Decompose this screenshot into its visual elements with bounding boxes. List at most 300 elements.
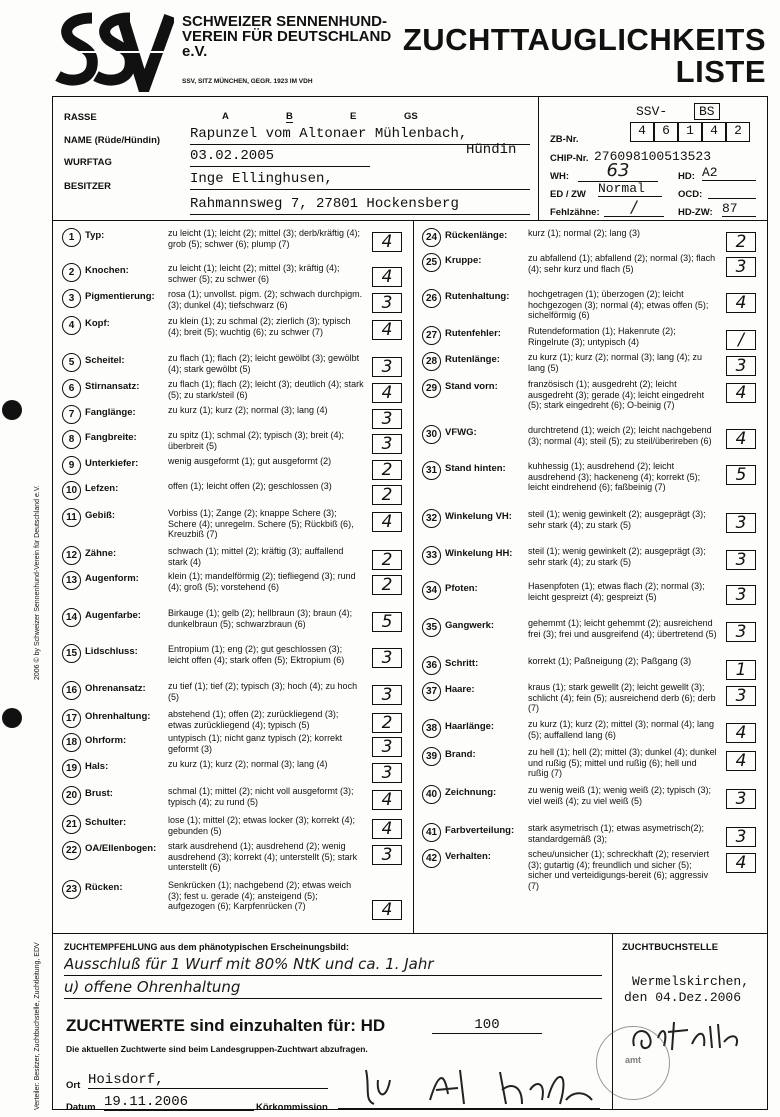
criterion-label: Stirnansatz: xyxy=(85,381,140,392)
criterion-label: Stand vorn: xyxy=(445,381,498,392)
criterion-name xyxy=(62,481,182,500)
criterion-options: scheu/unsicher (1); schreckhaft (2); reserviert (3); gutartig (4); freundlich und sicher (5); sicher und verteidigungs-bereit (6); aggressiv (7) xyxy=(528,849,710,891)
criterion-score[interactable]: 4 xyxy=(726,723,756,743)
fehl-value: / xyxy=(604,197,664,217)
criterion-score[interactable]: 2 xyxy=(726,232,756,252)
criterion-name xyxy=(62,759,182,778)
criterion-name xyxy=(422,785,542,804)
criterion-row xyxy=(62,405,404,431)
criterion-name xyxy=(422,849,542,868)
rasse-code-b: B xyxy=(286,111,293,122)
criterion-score[interactable]: 3 xyxy=(726,789,756,809)
criterion-label: Gangwerk: xyxy=(445,620,495,631)
criterion-name xyxy=(422,352,542,371)
wurftag-value: 03.02.2005 xyxy=(190,148,370,167)
criterion-label: Unterkiefer: xyxy=(85,458,139,469)
criterion-row xyxy=(62,880,404,920)
ssv-label: SSV- xyxy=(636,104,668,119)
criterion-options: wenig ausgeformt (1); gut ausgeformt (2) xyxy=(168,456,332,466)
criterion-label: Brand: xyxy=(445,749,476,760)
criterion-name xyxy=(62,316,182,335)
criterion-score[interactable]: 3 xyxy=(372,434,402,454)
criterion-options: zu flach (1); flach (2); leicht gewölbt (3); gewölbt (4); stark gewölbt (5) xyxy=(168,353,360,374)
criterion-label: Rückenlänge: xyxy=(445,230,508,241)
criterion-options: Rutendeformation (1); Hakenrute (2); Ringelrute (3); untypisch (4) xyxy=(528,326,676,347)
criterion-name xyxy=(422,618,542,637)
criterion-number: 6 xyxy=(62,379,81,398)
criterion-row xyxy=(62,759,404,785)
criterion-score[interactable]: 4 xyxy=(372,900,402,920)
criterion-row xyxy=(62,681,404,707)
org-name: SCHWEIZER SENNENHUND-VEREIN FÜR DEUTSCHLAND e.V. xyxy=(182,13,392,60)
criterion-label: Fanglänge: xyxy=(85,407,136,418)
ocd-label: OCD: xyxy=(678,189,703,200)
criterion-label: Knochen: xyxy=(85,265,129,276)
side-verteiler: Verteiler: Besitzer, Zuchtbuchstelle, Zuchtleitung, EDV xyxy=(34,942,41,1110)
criterion-name xyxy=(422,747,542,766)
criterion-row xyxy=(422,747,758,778)
criterion-number: 11 xyxy=(62,508,81,527)
criterion-label: VFWG: xyxy=(445,427,477,438)
criterion-options: französisch (1); ausgedreht (2); leicht ausgedreht (3); gerade (4); leicht eingedreht (5); stark eingedreht (6); O-beinig (7) xyxy=(528,379,705,410)
criterion-score[interactable]: 4 xyxy=(726,293,756,313)
criterion-number: 20 xyxy=(62,786,81,805)
criterion-name xyxy=(62,644,182,663)
criterion-row xyxy=(422,326,758,352)
criterion-label: Kruppe: xyxy=(445,255,482,266)
criterion-number: 31 xyxy=(422,461,441,480)
criterion-row xyxy=(62,228,404,254)
criterion-name xyxy=(62,353,182,372)
criterion-label: Brust: xyxy=(85,788,113,799)
zuchtbuchstelle-label: ZUCHTBUCHSTELLE xyxy=(622,942,719,953)
criterion-number: 18 xyxy=(62,733,81,752)
zuchtbuchstelle-date: den 04.Dez.2006 xyxy=(624,990,742,1005)
criterion-number: 3 xyxy=(62,289,81,308)
evaluation-divider xyxy=(413,221,414,934)
criterion-options: zu kurz (1); kurz (2); mittel (3); normal (4); lang (5); auffallend lang (6) xyxy=(528,719,715,740)
criterion-score[interactable]: 3 xyxy=(372,648,402,668)
criterion-row xyxy=(422,352,758,378)
criterion-number: 35 xyxy=(422,618,441,637)
hdzw-label: HD-ZW: xyxy=(678,207,713,218)
criterion-row xyxy=(62,608,404,634)
hd-value: A2 xyxy=(702,165,756,181)
criterion-label: Rutenlänge: xyxy=(445,354,500,365)
criterion-score[interactable]: 4 xyxy=(372,232,402,252)
criterion-name xyxy=(422,682,542,701)
criterion-options: zu tief (1); tief (2); typisch (3); hoch (4); zu hoch (5) xyxy=(168,681,358,702)
criterion-name xyxy=(62,571,182,590)
criterion-options: hochgetragen (1); überzogen (2); leicht hochgezogen (3); normal (4); etwas offen (5); sichelförmig (6) xyxy=(528,289,709,320)
criterion-options: stark asymetrisch (1); etwas asymetrisch(2); standardgemäß (3); xyxy=(528,823,705,844)
criterion-number: 15 xyxy=(62,644,81,663)
criterion-label: OA/Ellenbogen: xyxy=(85,843,157,854)
criterion-options: gehemmt (1); leicht gehemmt (2); ausreichend frei (3); frei und ausgreifend (4); übertretend (5) xyxy=(528,618,717,639)
koerkommission-signatures xyxy=(360,1060,610,1112)
criterion-name xyxy=(62,786,182,805)
criterion-score[interactable]: 2 xyxy=(372,550,402,570)
criterion-score[interactable]: 2 xyxy=(372,460,402,480)
criterion-row xyxy=(62,571,404,597)
criterion-name xyxy=(422,546,542,565)
criterion-number: 30 xyxy=(422,425,441,444)
criterion-score[interactable]: 4 xyxy=(726,429,756,449)
zb-digit: 4 xyxy=(630,122,654,142)
criterion-row xyxy=(422,785,758,811)
criterion-label: Augenfarbe: xyxy=(85,610,141,621)
criterion-score[interactable]: 2 xyxy=(372,485,402,505)
criterion-score[interactable]: 3 xyxy=(726,827,756,847)
criterion-name xyxy=(422,425,542,444)
criterion-name xyxy=(422,326,542,345)
criterion-label: Schulter: xyxy=(85,817,127,828)
koerkommission-label: Körkommission xyxy=(256,1102,328,1113)
criterion-name xyxy=(62,733,182,752)
criterion-number: 40 xyxy=(422,785,441,804)
criterion-score[interactable]: 3 xyxy=(726,550,756,570)
criterion-score[interactable]: 3 xyxy=(726,257,756,277)
criterion-number: 5 xyxy=(62,353,81,372)
criterion-label: Hals: xyxy=(85,761,109,772)
criterion-score[interactable]: 2 xyxy=(372,575,402,595)
punch-hole xyxy=(2,708,22,728)
criterion-label: Winkelung HH: xyxy=(445,548,513,559)
criterion-number: 14 xyxy=(62,608,81,627)
criterion-options: stark ausdrehend (1); ausdrehend (2); wenig ausdrehend (3); korrekt (4); unterstellt (5); stark unterstellt (6) xyxy=(168,841,358,872)
criterion-name xyxy=(62,815,182,834)
criterion-options: rosa (1); unvollst. pigm. (2); schwach durchpigm. (3); dunkel (4); tiefschwarz (6) xyxy=(168,289,363,310)
besitzer-value: Inge Ellinghusen, xyxy=(190,171,530,190)
criterion-number: 9 xyxy=(62,456,81,475)
criterion-row xyxy=(422,425,758,451)
criterion-options: lose (1); mittel (2); etwas locker (3); korrekt (4); gebunden (5) xyxy=(168,815,356,836)
criterion-number: 17 xyxy=(62,709,81,728)
criterion-options: zu kurz (1); kurz (2); normal (3); lang (4) xyxy=(168,759,328,769)
criterion-number: 29 xyxy=(422,379,441,398)
criterion-number: 4 xyxy=(62,316,81,335)
criterion-row xyxy=(422,509,758,535)
criterion-score[interactable]: 4 xyxy=(726,853,756,873)
criterion-score[interactable]: 4 xyxy=(372,383,402,403)
criterion-options: schwach (1); mittel (2); kräftig (3); auffallend stark (4) xyxy=(168,546,344,567)
criterion-score[interactable]: 3 xyxy=(372,845,402,865)
ort-value: Hoisdorf, xyxy=(88,1072,328,1089)
criterion-options: zu kurz (1); kurz (2); normal (3); lang (4); zu lang (5) xyxy=(528,352,703,373)
rasse-code-e: E xyxy=(350,111,357,122)
criterion-row xyxy=(422,379,758,410)
criterion-name xyxy=(62,681,182,700)
side-copyright: 2006 © by Schweizer Sennenhund-Verein für Deutschland e.V. xyxy=(34,485,41,680)
criterion-name xyxy=(422,289,542,308)
criterion-row xyxy=(62,815,404,841)
criterion-row xyxy=(422,228,758,254)
criterion-number: 12 xyxy=(62,546,81,565)
criterion-score[interactable]: 3 xyxy=(372,409,402,429)
zuchtwerte-value: 100 xyxy=(432,1017,542,1034)
criterion-number: 8 xyxy=(62,430,81,449)
criterion-number: 13 xyxy=(62,571,81,590)
criterion-score[interactable]: 3 xyxy=(726,585,756,605)
criterion-options: zu spitz (1); schmal (2); typisch (3); breit (4); überbreit (5) xyxy=(168,430,345,451)
criterion-label: Pigmentierung: xyxy=(85,291,155,302)
criterion-row xyxy=(62,709,404,735)
criterion-number: 16 xyxy=(62,681,81,700)
criterion-number: 1 xyxy=(62,228,81,247)
criterion-options: durchtretend (1); weich (2); leicht nachgebend (3); normal (4); steil (5); zu steil/überireben (6) xyxy=(528,425,712,446)
hd-label: HD: xyxy=(678,171,695,182)
criterion-score[interactable]: 2 xyxy=(372,713,402,733)
criterion-label: Winkelung VH: xyxy=(445,511,512,522)
zuchtwerte-note: Die aktuellen Zuchtwerte sind beim Landesgruppen-Zuchtwart abzufragen. xyxy=(66,1044,368,1054)
criterion-name xyxy=(422,253,542,272)
criterion-number: 34 xyxy=(422,581,441,600)
criterion-name xyxy=(62,405,182,424)
chip-label: CHIP-Nr. xyxy=(550,153,589,164)
criterion-number: 42 xyxy=(422,849,441,868)
criterion-options: zu leicht (1); leicht (2); mittel (3); kräftig (4); schwer (5); zu schwer (6) xyxy=(168,263,340,284)
zb-digit: 2 xyxy=(726,122,750,142)
criterion-options: zu flach (1); flach (2); leicht (3); deutlich (4); stark (5); zu stark/steil (6) xyxy=(168,379,364,400)
criterion-number: 7 xyxy=(62,405,81,424)
criterion-name xyxy=(62,841,182,860)
datum-label: Datum xyxy=(66,1102,96,1113)
criterion-label: Gebiß: xyxy=(85,510,116,521)
ocd-field xyxy=(708,188,756,199)
ed-value: Normal xyxy=(598,181,662,197)
criterion-name xyxy=(62,456,182,475)
criterion-name xyxy=(422,379,542,398)
ssv-value: BS xyxy=(694,103,720,120)
criterion-label: Ohrform: xyxy=(85,735,127,746)
criterion-options: Birkauge (1); gelb (2); hellbraun (3); braun (4); dunkelbraun (5); schwarzbraun (6) xyxy=(168,608,353,629)
rasse-code-a: A xyxy=(222,111,229,122)
zb-digits xyxy=(630,122,750,142)
criterion-options: kraus (1); stark gewellt (2); leicht gewellt (3); schlicht (4); fein (5); ausreichend derb (6); derb (7) xyxy=(528,682,716,713)
criterion-score[interactable]: 4 xyxy=(372,819,402,839)
criterion-label: Augenform: xyxy=(85,573,139,584)
criterion-score[interactable]: 4 xyxy=(372,790,402,810)
wurftag-label: WURFTAG xyxy=(64,157,112,168)
zb-digit: 6 xyxy=(654,122,678,142)
criterion-number: 28 xyxy=(422,352,441,371)
criterion-row xyxy=(62,733,404,759)
criterion-number: 39 xyxy=(422,747,441,766)
criterion-score[interactable]: 3 xyxy=(372,685,402,705)
criterion-row xyxy=(422,719,758,745)
zb-label: ZB-Nr. xyxy=(550,134,579,145)
criterion-options: abstehend (1); offen (2); zurückliegend (3); etwas zurückliegend (4); typisch (5) xyxy=(168,709,339,730)
name-value-sex: Hündin xyxy=(466,142,517,158)
criterion-name xyxy=(62,430,182,449)
criterion-label: Pfoten: xyxy=(445,583,478,594)
criterion-number: 21 xyxy=(62,815,81,834)
criterion-name xyxy=(62,508,182,527)
criterion-number: 25 xyxy=(422,253,441,272)
criterion-options: Senkrücken (1); nachgebend (2); etwas weich (3); fest u. gerade (4); ansteigend (5); aufgezogen (6); Karpfenrücken (7) xyxy=(168,880,352,911)
criterion-options: Entropium (1); eng (2); gut geschlossen (3); leicht offen (4); stark offen (5); Ektropium (6) xyxy=(168,644,345,665)
criterion-label: Kopf: xyxy=(85,318,110,329)
criterion-options: steil (1); wenig gewinkelt (2); ausgeprägt (3); sehr stark (4); zu stark (5) xyxy=(528,546,706,567)
criterion-name xyxy=(422,719,542,738)
criterion-score[interactable]: 3 xyxy=(372,293,402,313)
criterion-options: zu kurz (1); kurz (2); normal (3); lang (4) xyxy=(168,405,328,415)
criterion-options: korrekt (1); Paßneigung (2); Paßgang (3) xyxy=(528,656,692,666)
criterion-score[interactable]: 5 xyxy=(726,465,756,485)
besitzer-address: Rahmannsweg 7, 27801 Hockensberg xyxy=(190,196,530,215)
criterion-row xyxy=(422,849,758,891)
criterion-options: klein (1); mandelförmig (2); tiefliegend (3); rund (4); groß (5); vorstehend (6) xyxy=(168,571,356,592)
criterion-label: Lefzen: xyxy=(85,483,119,494)
criterion-row xyxy=(422,253,758,279)
criterion-score[interactable]: 3 xyxy=(372,357,402,377)
criterion-number: 24 xyxy=(422,228,441,247)
criterion-row xyxy=(422,823,758,849)
criterion-score[interactable]: 4 xyxy=(372,320,402,340)
criterion-label: Haare: xyxy=(445,684,475,695)
criterion-row xyxy=(62,546,404,572)
criterion-label: Zähne: xyxy=(85,548,117,559)
zuchtwerte-label: ZUCHTWERTE sind einzuhalten für: HD xyxy=(66,1016,386,1035)
criterion-name xyxy=(422,581,542,600)
criterion-row xyxy=(62,430,404,456)
criterion-score[interactable]: 1 xyxy=(726,660,756,680)
criterion-score[interactable]: 4 xyxy=(726,751,756,771)
criterion-options: offen (1); leicht offen (2); geschlossen (3) xyxy=(168,481,332,491)
criterion-label: Verhalten: xyxy=(445,851,491,862)
criterion-options: zu wenig weiß (1); wenig weiß (2); typisch (3); viel weiß (4); zu viel weiß (5) xyxy=(528,785,712,806)
criterion-number: 41 xyxy=(422,823,441,842)
criterion-score[interactable]: 3 xyxy=(372,737,402,757)
criterion-row xyxy=(62,379,404,405)
criterion-label: Rutenhaltung: xyxy=(445,291,510,302)
criterion-name xyxy=(62,228,182,247)
criterion-score[interactable]: 4 xyxy=(726,383,756,403)
criterion-label: Farbverteilung: xyxy=(445,825,515,836)
criterion-options: zu leicht (1); leicht (2); mittel (3); derb/kräftig (4); grob (5); schwer (6); plump (7) xyxy=(168,228,361,249)
criterion-label: Ohrenhaltung: xyxy=(85,711,151,722)
stamp-text: amt xyxy=(625,1055,642,1065)
criterion-score[interactable]: 4 xyxy=(372,267,402,287)
criterion-label: Schritt: xyxy=(445,658,479,669)
ort-label: Ort xyxy=(66,1080,81,1091)
criterion-label: Haarlänge: xyxy=(445,721,495,732)
hdzw-value: 87 xyxy=(722,201,756,217)
zb-digit: 1 xyxy=(678,122,702,142)
criterion-score[interactable]: 3 xyxy=(726,356,756,376)
criterion-label: Lidschluss: xyxy=(85,646,138,657)
zuchtbuchstelle-city: Wermelskirchen, xyxy=(632,974,750,989)
name-label: NAME (Rüde/Hündin) xyxy=(64,135,161,146)
criterion-row xyxy=(62,316,404,342)
rasse-label: RASSE xyxy=(64,112,97,123)
criterion-name xyxy=(62,709,182,728)
criterion-number: 38 xyxy=(422,719,441,738)
criterion-score[interactable]: 4 xyxy=(372,512,402,532)
criterion-row xyxy=(422,581,758,607)
criterion-score[interactable]: 3 xyxy=(372,763,402,783)
chip-value: 276098100513523 xyxy=(594,149,712,164)
empfehlung-line1: Ausschluß für 1 Wurf mit 80% NtK und ca. 1. Jahr xyxy=(64,955,602,976)
criterion-options: Hasenpfoten (1); etwas flach (2); normal (3); leicht gespreizt (4); gespreizt (5) xyxy=(528,581,705,602)
criterion-number: 2 xyxy=(62,263,81,282)
besitzer-label: BESITZER xyxy=(64,181,111,192)
criterion-row xyxy=(62,786,404,812)
criterion-row xyxy=(62,481,404,507)
document-title-line2: LISTE xyxy=(675,54,766,89)
criterion-score[interactable]: 3 xyxy=(726,686,756,706)
criterion-number: 23 xyxy=(62,880,81,899)
criterion-label: Zeichnung: xyxy=(445,787,497,798)
criterion-score[interactable]: / xyxy=(726,330,756,350)
name-value: Rapunzel vom Altonaer Mühlenbach, xyxy=(190,126,530,145)
criterion-number: 37 xyxy=(422,682,441,701)
criterion-number: 19 xyxy=(62,759,81,778)
wh-value: 63 xyxy=(578,160,658,182)
criterion-row xyxy=(62,263,404,289)
criterion-label: Scheitel: xyxy=(85,355,125,366)
criterion-score[interactable]: 3 xyxy=(726,513,756,533)
stamp xyxy=(596,1026,670,1100)
org-subtitle: SSV, SITZ MÜNCHEN, GEGR. 1923 IM VDH xyxy=(182,78,313,85)
criterion-row xyxy=(422,682,758,713)
criterion-name xyxy=(62,608,182,627)
criterion-name xyxy=(62,546,182,565)
criterion-row xyxy=(62,644,404,670)
criterion-options: kurz (1); normal (2); lang (3) xyxy=(528,228,641,238)
criterion-label: Stand hinten: xyxy=(445,463,506,474)
criterion-options: Vorbiss (1); Zange (2); knappe Schere (3); Schere (4); unregelm. Schere (5); Rückbiß (6), Kreuzbiß (7) xyxy=(168,508,354,539)
criterion-name xyxy=(422,509,542,528)
criterion-label: Rutenfehler: xyxy=(445,328,501,339)
criterion-row xyxy=(62,508,404,539)
criterion-options: schmal (1); mittel (2); nicht voll ausgeformt (3); typisch (4); zu rund (5) xyxy=(168,786,354,807)
criterion-name xyxy=(62,289,182,308)
criterion-label: Rücken: xyxy=(85,882,123,893)
criterion-number: 22 xyxy=(62,841,81,860)
criterion-name xyxy=(422,228,542,247)
document-title: ZUCHTTAUGLICHKEITS xyxy=(402,22,766,57)
criterion-number: 36 xyxy=(422,656,441,675)
criterion-number: 33 xyxy=(422,546,441,565)
criterion-score[interactable]: 5 xyxy=(372,612,402,632)
criterion-options: steil (1); wenig gewinkelt (2); ausgeprägt (3); sehr stark (4); zu stark (5) xyxy=(528,509,706,530)
criterion-number: 10 xyxy=(62,481,81,500)
ssv-logo xyxy=(52,12,174,92)
ed-label: ED / ZW xyxy=(550,189,586,200)
criterion-row xyxy=(62,841,404,872)
zb-digit: 4 xyxy=(702,122,726,142)
empfehlung-label: ZUCHTEMPFEHLUNG aus dem phänotypischen Erscheinungsbild: xyxy=(64,942,350,952)
criterion-label: Typ: xyxy=(85,230,105,241)
criterion-row xyxy=(62,353,404,379)
punch-hole xyxy=(2,400,22,420)
empfehlung-line2: u) offene Ohrenhaltung xyxy=(64,978,602,999)
criterion-number: 26 xyxy=(422,289,441,308)
header-divider xyxy=(538,96,539,221)
criterion-score[interactable]: 3 xyxy=(726,622,756,642)
criterion-row xyxy=(422,461,758,492)
criterion-name xyxy=(62,379,182,398)
criterion-options: zu hell (1); hell (2); mittel (3); dunkel (4); dunkel und rußig (5); mittel und rußig (6); hell und rußig (7) xyxy=(528,747,717,778)
criterion-label: Ohrenansatz: xyxy=(85,683,146,694)
criterion-options: zu abfallend (1); abfallend (2); normal (3); flach (4); sehr kurz und flach (5) xyxy=(528,253,716,274)
datum-value: 19.11.2006 xyxy=(104,1094,254,1111)
criterion-number: 27 xyxy=(422,326,441,345)
criterion-label: Fangbreite: xyxy=(85,432,137,443)
criterion-options: zu klein (1); zu schmal (2); zierlich (3); typisch (4); breit (5); wuchtig (6); zu schwer (7) xyxy=(168,316,351,337)
criterion-name xyxy=(62,880,182,899)
